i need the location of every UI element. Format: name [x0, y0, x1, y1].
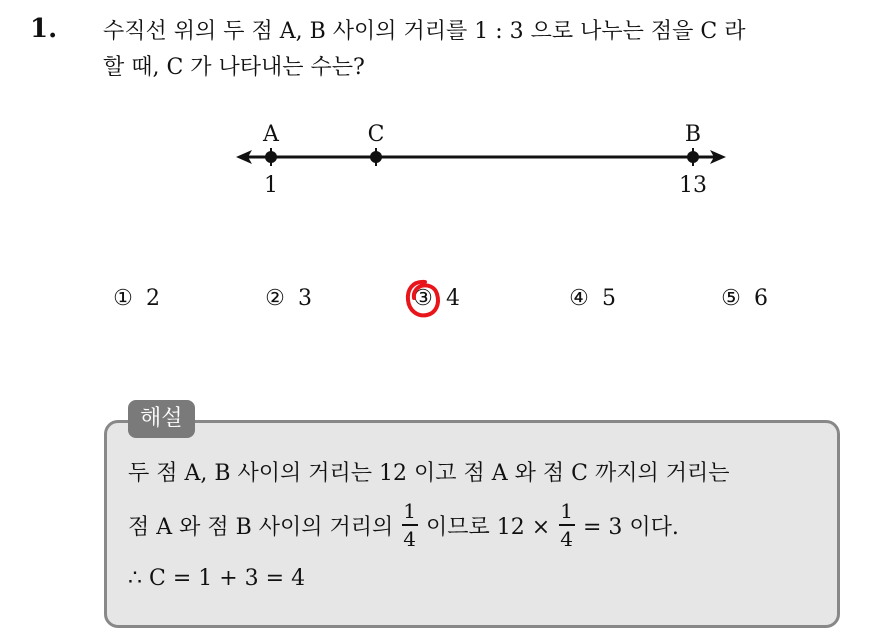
choice-4[interactable] [566, 286, 616, 311]
point-b-value: 13 [679, 173, 707, 198]
point-a-value: 1 [264, 173, 278, 198]
solution-tag: 해설 [128, 400, 195, 438]
choice-2-mark: ② [265, 286, 285, 311]
point-c-label: C [367, 122, 385, 147]
choice-5-value: 6 [754, 286, 768, 311]
question-line-1: 수직선 위의 두 점 A, B 사이의 거리를 1 : 3 으로 나누는 점을 C 라 [103, 19, 746, 44]
question-number: 1. [30, 14, 58, 44]
solution-line-2-part-2: 이므로 12 × [426, 514, 551, 540]
number-line [0, 0, 884, 240]
fraction-denominator: 4 [403, 527, 417, 551]
fraction-one-quarter [401, 500, 418, 550]
choice-1-mark: ① [113, 286, 133, 311]
choice-3-value: 4 [446, 286, 460, 311]
solution-line-2-part-3: = 3 이다. [582, 514, 679, 540]
choice-5[interactable] [718, 286, 768, 311]
question-line-2: 할 때, C 가 나타내는 수는? [103, 55, 365, 80]
choice-1-value: 2 [146, 286, 160, 311]
choice-2-value: 3 [298, 286, 312, 311]
point-a-label: A [263, 122, 279, 147]
solution-line-1: 두 점 A, B 사이의 거리는 12 이고 점 A 와 점 C 까지의 거리는 [128, 461, 730, 486]
selected-answer-circle-icon [404, 278, 442, 320]
solution-line-2 [128, 500, 679, 550]
point-b-label: B [684, 122, 702, 147]
choice-4-value: 5 [602, 286, 616, 311]
choice-3-mark: ③ [413, 286, 433, 311]
choice-5-mark: ⑤ [721, 286, 741, 311]
fraction-one-quarter-2 [558, 500, 575, 550]
choice-2[interactable] [262, 286, 312, 311]
fraction-bar-2 [559, 524, 575, 526]
solution-line-2-part-1: 점 A 와 점 B 사이의 거리의 [128, 514, 394, 540]
fraction-numerator: 1 [403, 499, 417, 523]
fraction-numerator-2: 1 [560, 499, 573, 523]
fraction-bar [402, 524, 418, 526]
solution-line-3: ∴ C = 1 + 3 = 4 [128, 566, 306, 591]
fraction-denominator-2: 4 [560, 527, 573, 551]
choice-4-mark: ④ [569, 286, 589, 311]
choice-1[interactable] [110, 286, 160, 311]
